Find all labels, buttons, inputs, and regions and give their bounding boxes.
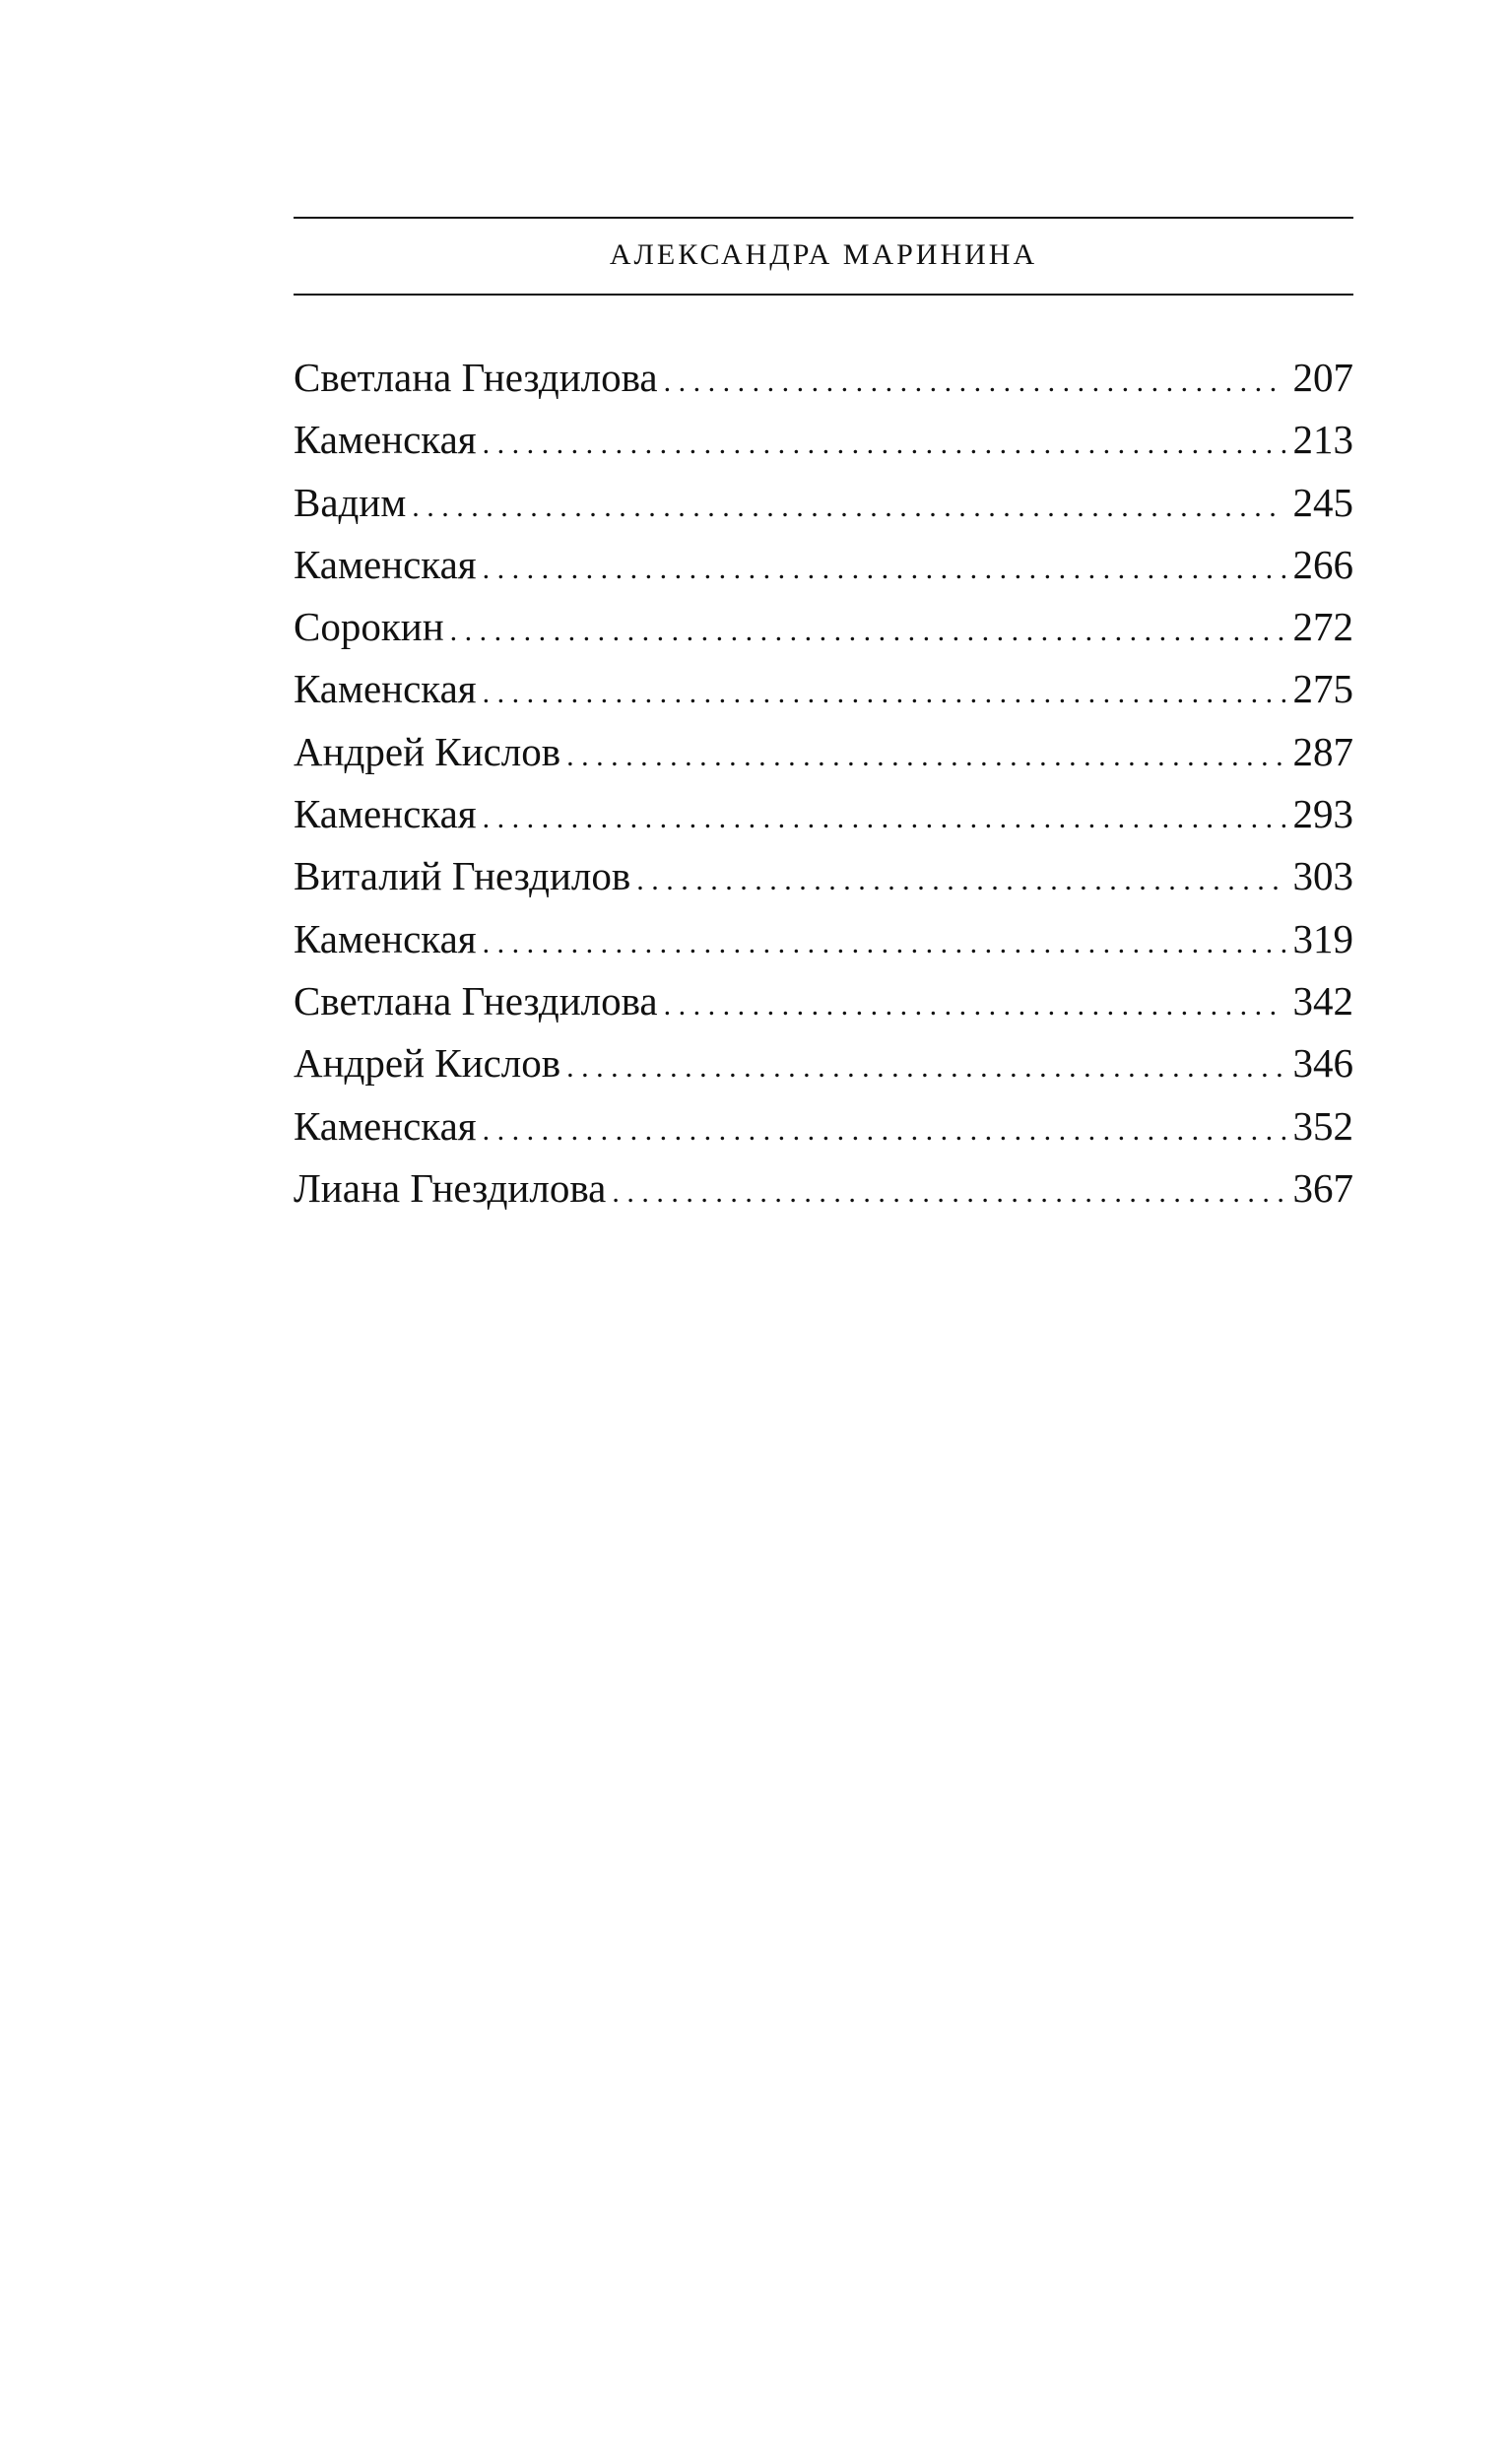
toc-entry — [294, 409, 1353, 471]
toc-entry — [294, 1032, 1353, 1094]
toc-entry-page: 266 — [1292, 541, 1353, 587]
toc-entry-page: 342 — [1292, 977, 1353, 1023]
toc-entry — [294, 472, 1353, 534]
toc-entry-title: Каменская — [294, 417, 477, 463]
toc-dot-leader — [483, 1099, 1285, 1157]
toc-entry-title: Вадим — [294, 479, 407, 525]
toc-entry-title: Светлана Гнездилова — [294, 355, 658, 400]
toc-entry — [294, 658, 1353, 720]
toc-dot-leader — [483, 662, 1285, 720]
toc-entry — [294, 1157, 1353, 1220]
toc-dot-leader — [566, 1036, 1284, 1094]
toc-entry-title: Светлана Гнездилова — [294, 977, 658, 1023]
toc-entry — [294, 596, 1353, 658]
header-rule-top — [294, 217, 1353, 219]
toc-entry-page: 352 — [1292, 1102, 1353, 1149]
toc-dot-leader — [483, 413, 1285, 471]
toc-dot-leader — [612, 1161, 1284, 1220]
toc-entry-title: Каменская — [294, 791, 477, 837]
running-head — [294, 217, 1353, 296]
author-name: АЛЕКСАНДРА МАРИНИНА — [609, 238, 1038, 271]
toc-dot-leader — [566, 725, 1284, 783]
toc-dot-leader — [664, 974, 1285, 1032]
toc-entry-title: Сорокин — [294, 604, 444, 650]
toc-dot-leader — [483, 538, 1285, 596]
toc-entry-title: Каменская — [294, 541, 477, 587]
toc-entry-title: Андрей Кислов — [294, 1040, 561, 1087]
toc-entry — [294, 908, 1353, 970]
table-of-contents — [294, 347, 1353, 1220]
toc-entry-page: 272 — [1292, 604, 1353, 650]
toc-entry-title: Каменская — [294, 666, 477, 712]
toc-entry-title: Андрей Кислов — [294, 728, 561, 774]
toc-entry — [294, 970, 1353, 1032]
toc-entry-page: 293 — [1292, 791, 1353, 837]
toc-entry-page: 207 — [1292, 355, 1353, 400]
toc-entry-page: 287 — [1292, 728, 1353, 774]
toc-entry-title: Виталий Гнездилов — [294, 853, 631, 899]
header-rule-bottom — [294, 294, 1353, 296]
toc-dot-leader — [664, 351, 1285, 409]
toc-dot-leader — [483, 787, 1285, 845]
toc-dot-leader — [450, 600, 1285, 658]
toc-entry-page: 303 — [1292, 853, 1353, 899]
toc-entry-page: 367 — [1292, 1164, 1353, 1211]
toc-entry — [294, 347, 1353, 409]
toc-entry — [294, 721, 1353, 783]
toc-entry — [294, 783, 1353, 845]
toc-entry-page: 319 — [1292, 915, 1353, 961]
toc-entry-page: 245 — [1292, 479, 1353, 525]
toc-entry-page: 346 — [1292, 1040, 1353, 1087]
toc-dot-leader — [636, 849, 1284, 907]
toc-entry-title: Каменская — [294, 915, 477, 961]
toc-entry-page: 275 — [1292, 666, 1353, 712]
toc-entry-title: Лиана Гнездилова — [294, 1164, 607, 1211]
toc-entry-title: Каменская — [294, 1102, 477, 1149]
toc-entry — [294, 845, 1353, 907]
toc-dot-leader — [483, 912, 1285, 970]
toc-entry — [294, 1095, 1353, 1157]
toc-entry-page: 213 — [1292, 417, 1353, 463]
toc-entry — [294, 534, 1353, 596]
toc-dot-leader — [412, 476, 1284, 534]
